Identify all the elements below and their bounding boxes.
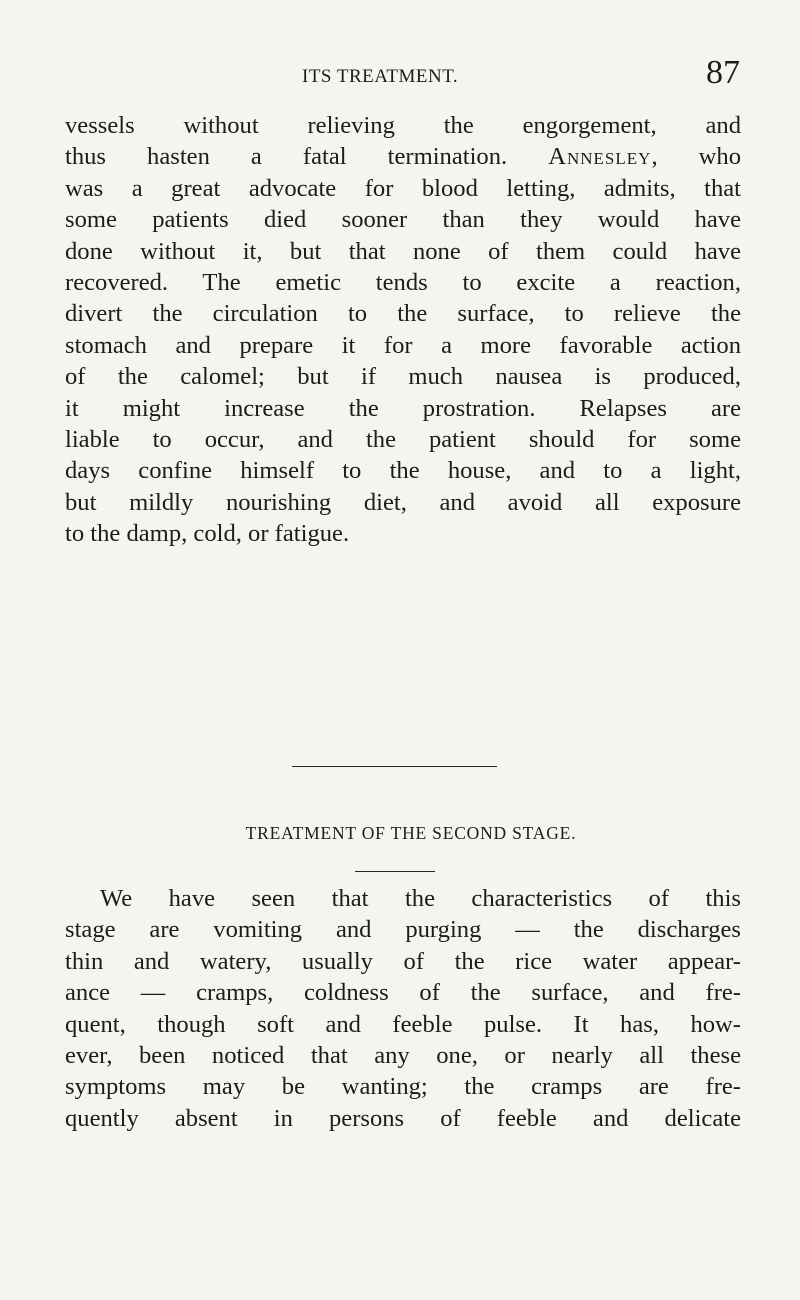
- text-line: some patients died sooner than they would have: [65, 206, 741, 234]
- text-line: ever, been noticed that any one, or nearly all these: [65, 1042, 741, 1070]
- text-line: done without it, but that none of them could have: [65, 237, 741, 265]
- text-line: but mildly nourishing diet, and avoid all exposure: [65, 488, 741, 516]
- text-line: it might increase the prostration. Relapses are: [65, 394, 741, 422]
- text-line: was a great advocate for blood letting, admits, that: [65, 174, 741, 202]
- author-name: Annesley: [548, 143, 652, 171]
- page-number: 87: [706, 54, 740, 91]
- text-line: quently absent in persons of feeble and delicate: [65, 1104, 741, 1132]
- text-line: thin and watery, usually of the rice water appear-: [65, 947, 741, 975]
- text-line: stage are vomiting and purging — the discharges: [65, 916, 741, 944]
- text-line: [65, 141, 741, 172]
- text-line: divert the circulation to the surface, to relieve the: [65, 300, 741, 328]
- section-divider-bottom: [355, 871, 435, 872]
- text-line: liable to occur, and the patient should for some: [65, 426, 741, 454]
- paragraph-1: [65, 110, 741, 550]
- text-line: days confine himself to the house, and to a light,: [65, 457, 741, 485]
- text-line: We have seen that the characteristics of this: [100, 885, 741, 912]
- text-line: recovered. The emetic tends to excite a reaction,: [65, 269, 741, 297]
- text-line: to the damp, cold, or fatigue.: [65, 520, 350, 548]
- text-line: quent, though soft and feeble pulse. It has, how-: [65, 1010, 741, 1038]
- text-line: stomach and prepare it for a more favorable action: [65, 331, 741, 359]
- text-fragment: thus hasten a fatal termination.: [65, 143, 508, 171]
- running-head-title: ITS TREATMENT.: [302, 66, 459, 87]
- text-fragment: , who: [651, 143, 741, 171]
- text-line: vessels without relieving the engorgement, and: [65, 112, 741, 139]
- text-line: ance — cramps, coldness of the surface, and fre-: [65, 979, 741, 1007]
- running-head: [0, 54, 800, 98]
- text-line: symptoms may be wanting; the cramps are fre-: [65, 1073, 741, 1101]
- section-heading: TREATMENT OF THE SECOND STAGE.: [245, 823, 577, 843]
- text-line: of the calomel; but if much nausea is produced,: [65, 363, 741, 391]
- paragraph-2: [65, 883, 741, 1134]
- section-divider-top: [292, 766, 497, 767]
